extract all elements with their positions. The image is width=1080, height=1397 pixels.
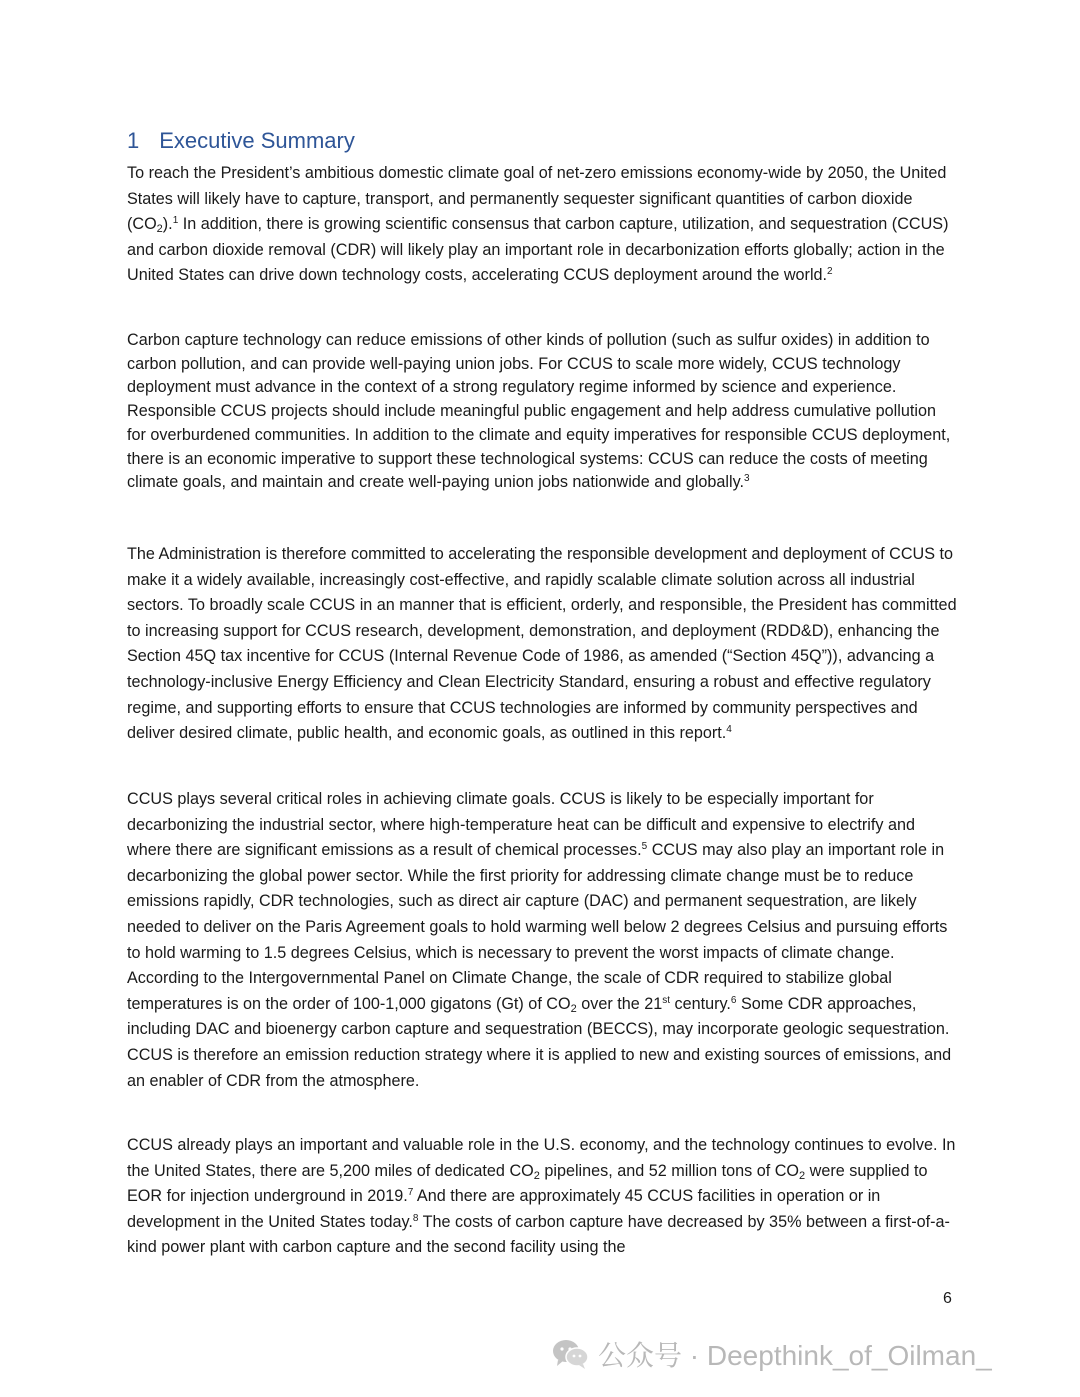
paragraph bbox=[127, 542, 957, 747]
text-run: The costs of carbon capture have decreased by 35% between a first-of-a-kind power plant with carbon capture and the second facility using the bbox=[127, 1212, 950, 1257]
text-run: CCUS already plays an important and valuable role in the U.S. economy, and the technology continues to evolve. In the United States, there are 5,200 miles of dedicated CO bbox=[127, 1136, 956, 1180]
superscript: 8 bbox=[412, 1212, 419, 1224]
page-number: 6 bbox=[943, 1290, 952, 1307]
text-run: pipelines, and 52 million tons of CO bbox=[539, 1161, 800, 1180]
superscript: 3 bbox=[744, 473, 750, 485]
watermark-text: 公众号 · Deepthink_of_Oilman_ bbox=[598, 1340, 992, 1371]
section-title: Executive Summary bbox=[159, 128, 355, 153]
paragraph bbox=[127, 161, 957, 289]
text-run: Some CDR approaches, including DAC and bioenergy carbon capture and sequestration (BECCS), may incorporate geologic sequestration. CCUS is therefore an emission reduction strategy where it is applied to new and existing sources of emissions, and an enabler of CDR from the atmosphere. bbox=[127, 994, 952, 1090]
text-run: ). bbox=[162, 215, 173, 234]
text-run: CCUS may also play an important role in decarbonizing the global power sector. While the first priority for addressing climate change must be to reduce emissions rapidly, CDR technologies, such as direct air capture (DAC) and permanent sequestration, are likely needed to deliver on the Paris Agreement goals to hold warming well below 2 degrees Celsius and pursuing efforts to hold warming to 1.5 degrees Celsius, which is necessary to prevent the worst impacts of climate change. According to the Intergovernmental Panel on Climate Change, the scale of CDR required to stabilize global temperatures is on the order of 100-1,000 gigatons (Gt) of CO bbox=[127, 841, 948, 1013]
paragraph bbox=[127, 787, 957, 1094]
paragraph bbox=[127, 329, 957, 495]
text-run: CCUS plays several critical roles in achieving climate goals. CCUS is likely to be especially important for decarbonizing the industrial sector, where high-temperature heat can be difficult and expensive to electrify and where there are significant emissions as a result of chemical processes. bbox=[127, 790, 915, 860]
superscript: 7 bbox=[407, 1187, 414, 1199]
superscript: 4 bbox=[726, 724, 732, 736]
superscript: 5 bbox=[641, 841, 648, 853]
text-run: To reach the President’s ambitious domestic climate goal of net-zero emissions economy-wide by 2050, the United States will likely have to capture, transport, and permanently sequester significant quantities of carbon dioxide (CO bbox=[127, 164, 947, 234]
text-run: The Administration is therefore committed to accelerating the responsible development and deployment of CCUS to make it a widely available, increasingly cost-effective, and rapidly scalable climate solution across all industrial sectors. To broadly scale CCUS in an manner that is efficient, orderly, and responsible, the President has committed to increasing support for CCUS research, development, demonstration, and deployment (RDD&D), enhancing the Section 45Q tax incentive for CCUS (Internal Revenue Code of 1986, as amended (“Section 45Q”)), advancing a technology-inclusive Energy Efficiency and Clean Electricity Standard, ensuring a robust and effective regulatory regime, and supporting efforts to ensure that CCUS technologies are informed by community perspectives and deliver desired climate, public health, and economic goals, as outlined in this report. bbox=[127, 545, 957, 743]
text-run: over the 21 bbox=[576, 994, 663, 1013]
superscript: 6 bbox=[730, 994, 737, 1006]
superscript: st bbox=[662, 994, 670, 1006]
wechat-icon bbox=[552, 1338, 590, 1370]
watermark bbox=[552, 1334, 992, 1374]
subscript: 2 bbox=[533, 1169, 540, 1182]
superscript: 1 bbox=[172, 215, 179, 227]
paragraph bbox=[127, 1133, 957, 1261]
text-run: Carbon capture technology can reduce emissions of other kinds of pollution (such as sulfur oxides) in addition to carbon pollution, and can provide well-paying union jobs. For CCUS to scale more widely, CCUS technology deployment must advance in the context of a strong regulatory regime informed by science and experience. Responsible CCUS projects should include meaningful public engagement and help address cumulative pollution for overburdened communities. In addition to the climate and equity imperatives for responsible CCUS deployment, there is an economic imperative to support these technological systems: CCUS can reduce the costs of meeting climate goals, and maintain and create well-paying union jobs nationwide and globally. bbox=[127, 331, 951, 492]
text-run: were supplied to EOR for injection underground in 2019. bbox=[127, 1161, 928, 1206]
section-number: 1 bbox=[127, 128, 140, 153]
text-run: In addition, there is growing scientific consensus that carbon capture, utilization, and sequestration (CCUS) and carbon dioxide removal (CDR) will likely play an important role in decarbonization efforts globally; action in the United States can drive down technology costs, accelerating CCUS deployment around the world. bbox=[127, 215, 949, 285]
section-heading bbox=[127, 128, 355, 154]
subscript: 2 bbox=[799, 1169, 806, 1182]
superscript: 2 bbox=[827, 266, 833, 278]
subscript: 2 bbox=[156, 223, 163, 236]
text-run: And there are approximately 45 CCUS facilities in operation or in development in the United States today. bbox=[127, 1187, 881, 1231]
text-run: century. bbox=[670, 994, 731, 1013]
subscript: 2 bbox=[570, 1002, 577, 1015]
